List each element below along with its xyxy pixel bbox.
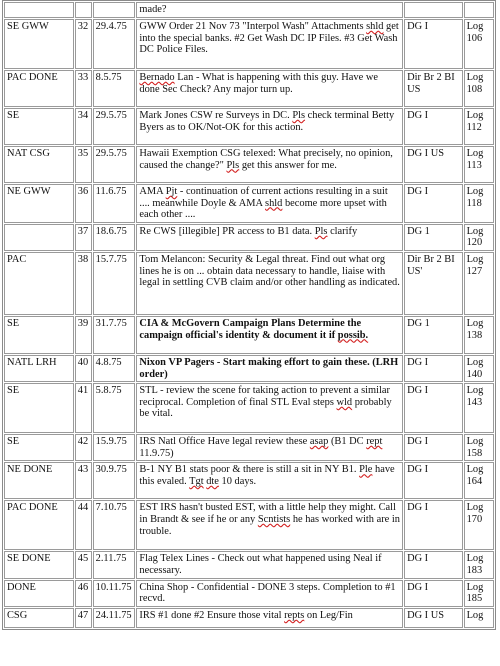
row-department: DG I xyxy=(404,184,463,223)
row-description: Nixon VP Pagers - Start making effort to gain these. (LRH order) xyxy=(136,355,403,382)
row-code xyxy=(4,2,74,18)
row-date: 7.10.75 xyxy=(93,500,136,550)
row-department: DG I xyxy=(404,462,463,499)
row-number: 47 xyxy=(75,608,92,628)
row-number: 44 xyxy=(75,500,92,550)
row-code: NAT CSG xyxy=(4,146,74,183)
row-description: Hawaii Exemption CSG telexed: What precisely, no opinion, caused the change?" Pls get this answer for me. xyxy=(136,146,403,183)
row-code: SE xyxy=(4,316,74,354)
row-department: DG I xyxy=(404,355,463,382)
row-department: DG 1 xyxy=(404,316,463,354)
row-code: PAC xyxy=(4,252,74,315)
row-department: DG I xyxy=(404,551,463,578)
row-log-ref: Log 140 xyxy=(464,355,494,382)
row-description: B-1 NY B1 stats poor & there is still a sit in NY B1. Ple have this evaled. Tgt dte 10 days. xyxy=(136,462,403,499)
log-table xyxy=(2,0,496,630)
row-code: SE xyxy=(4,108,74,145)
row-number: 43 xyxy=(75,462,92,499)
row-department: DG I US xyxy=(404,146,463,183)
table-row xyxy=(4,184,494,223)
row-log-ref: Log 143 xyxy=(464,383,494,433)
row-description: IRS Natl Office Have legal review these asap (B1 DC rept 11.9.75) xyxy=(136,434,403,461)
table-row xyxy=(4,500,494,550)
row-number: 40 xyxy=(75,355,92,382)
row-description: Tom Melancon: Security & Legal threat. Find out what org lines he is on ... obtain data necessary to handle, liaise with legal in settling CVB claim and/or other handling as indicated. xyxy=(136,252,403,315)
table-row xyxy=(4,434,494,461)
row-log-ref: Log 120 xyxy=(464,224,494,251)
row-code: NATL LRH xyxy=(4,355,74,382)
row-description: Bernado Lan - What is happening with this guy. Have we done Sec Check? Any major turn up. xyxy=(136,70,403,107)
row-number: 34 xyxy=(75,108,92,145)
row-date: 8.5.75 xyxy=(93,70,136,107)
row-department: DG I xyxy=(404,19,463,69)
row-code: SE xyxy=(4,434,74,461)
row-description: made? xyxy=(136,2,403,18)
row-log-ref: Log 164 xyxy=(464,462,494,499)
table-row xyxy=(4,383,494,433)
row-description: Mark Jones CSW re Surveys in DC. Pls check terminal Betty Byers as to OK/Not-OK for this action. xyxy=(136,108,403,145)
row-log-ref: Log 118 xyxy=(464,184,494,223)
row-log-ref: Log 108 xyxy=(464,70,494,107)
row-department: DG I xyxy=(404,108,463,145)
row-log-ref: Log 113 xyxy=(464,146,494,183)
row-number: 38 xyxy=(75,252,92,315)
row-number: 35 xyxy=(75,146,92,183)
table-row xyxy=(4,608,494,628)
table-row xyxy=(4,19,494,69)
row-date: 15.9.75 xyxy=(93,434,136,461)
row-number: 39 xyxy=(75,316,92,354)
row-number: 36 xyxy=(75,184,92,223)
row-description: CIA & McGovern Campaign Plans Determine the campaign official's identity & document it if possib. xyxy=(136,316,403,354)
row-date: 18.6.75 xyxy=(93,224,136,251)
row-number: 33 xyxy=(75,70,92,107)
row-log-ref: Log 138 xyxy=(464,316,494,354)
row-number xyxy=(75,2,92,18)
row-log-ref: Log 185 xyxy=(464,580,494,607)
row-description: STL - review the scene for taking action to prevent a similar reciprocal. Completion of final STL Eval steps wld probably be vital. xyxy=(136,383,403,433)
row-code: CSG xyxy=(4,608,74,628)
row-log-ref xyxy=(464,2,494,18)
row-department: Dir Br 2 BI US' xyxy=(404,252,463,315)
row-code: NE GWW xyxy=(4,184,74,223)
table-row xyxy=(4,551,494,578)
row-log-ref: Log 127 xyxy=(464,252,494,315)
row-date: 29.4.75 xyxy=(93,19,136,69)
row-code: PAC DONE xyxy=(4,70,74,107)
table-row xyxy=(4,146,494,183)
table-row xyxy=(4,316,494,354)
row-log-ref: Log 158 xyxy=(464,434,494,461)
row-date: 24.11.75 xyxy=(93,608,136,628)
log-table-body xyxy=(4,2,494,628)
row-number: 41 xyxy=(75,383,92,433)
row-date: 11.6.75 xyxy=(93,184,136,223)
row-date: 4.8.75 xyxy=(93,355,136,382)
row-description: Flag Telex Lines - Check out what happened using Neal if necessary. xyxy=(136,551,403,578)
row-date: 5.8.75 xyxy=(93,383,136,433)
row-department: DG I xyxy=(404,383,463,433)
table-row xyxy=(4,252,494,315)
row-date: 10.11.75 xyxy=(93,580,136,607)
row-description: GWW Order 21 Nov 73 "Interpol Wash" Attachments shld get into the special banks. #2 Get Wash DC IP Files. #3 Get Wash DC Police Files. xyxy=(136,19,403,69)
table-row xyxy=(4,224,494,251)
row-description: China Shop - Confidential - DONE 3 steps. Completion to #1 recvd. xyxy=(136,580,403,607)
row-code: SE GWW xyxy=(4,19,74,69)
table-row xyxy=(4,70,494,107)
row-department: DG I xyxy=(404,500,463,550)
row-department: DG I xyxy=(404,434,463,461)
table-row xyxy=(4,355,494,382)
row-description: AMA Pjt - continuation of current actions resulting in a suit .... meanwhile Doyle & AMA shld become more upset with each other .... xyxy=(136,184,403,223)
row-date: 2.11.75 xyxy=(93,551,136,578)
table-row xyxy=(4,108,494,145)
log-table-container xyxy=(2,0,496,630)
row-code: SE DONE xyxy=(4,551,74,578)
row-log-ref: Log 183 xyxy=(464,551,494,578)
row-department: DG I xyxy=(404,580,463,607)
row-code: SE xyxy=(4,383,74,433)
row-date xyxy=(93,2,136,18)
row-code: PAC DONE xyxy=(4,500,74,550)
row-log-ref: Log 106 xyxy=(464,19,494,69)
row-department xyxy=(404,2,463,18)
row-date: 29.5.75 xyxy=(93,146,136,183)
row-department: DG 1 xyxy=(404,224,463,251)
table-row xyxy=(4,2,494,18)
row-date: 29.5.75 xyxy=(93,108,136,145)
row-description: EST IRS hasn't busted EST, with a little help they might. Call in Brandt & see if he or any Scntists he has worked with are in trouble. xyxy=(136,500,403,550)
row-description: IRS #1 done #2 Ensure those vital repts on Leg/Fin xyxy=(136,608,403,628)
row-log-ref: Log 170 xyxy=(464,500,494,550)
row-number: 42 xyxy=(75,434,92,461)
table-row xyxy=(4,462,494,499)
row-department: Dir Br 2 BI US xyxy=(404,70,463,107)
row-date: 15.7.75 xyxy=(93,252,136,315)
row-code xyxy=(4,224,74,251)
row-log-ref: Log xyxy=(464,608,494,628)
row-department: DG I US xyxy=(404,608,463,628)
row-number: 37 xyxy=(75,224,92,251)
row-code: DONE xyxy=(4,580,74,607)
row-date: 30.9.75 xyxy=(93,462,136,499)
row-number: 32 xyxy=(75,19,92,69)
row-number: 46 xyxy=(75,580,92,607)
row-code: NE DONE xyxy=(4,462,74,499)
table-row xyxy=(4,580,494,607)
row-date: 31.7.75 xyxy=(93,316,136,354)
row-number: 45 xyxy=(75,551,92,578)
row-description: Re CWS [illegible] PR access to B1 data. Pls clarify xyxy=(136,224,403,251)
row-log-ref: Log 112 xyxy=(464,108,494,145)
